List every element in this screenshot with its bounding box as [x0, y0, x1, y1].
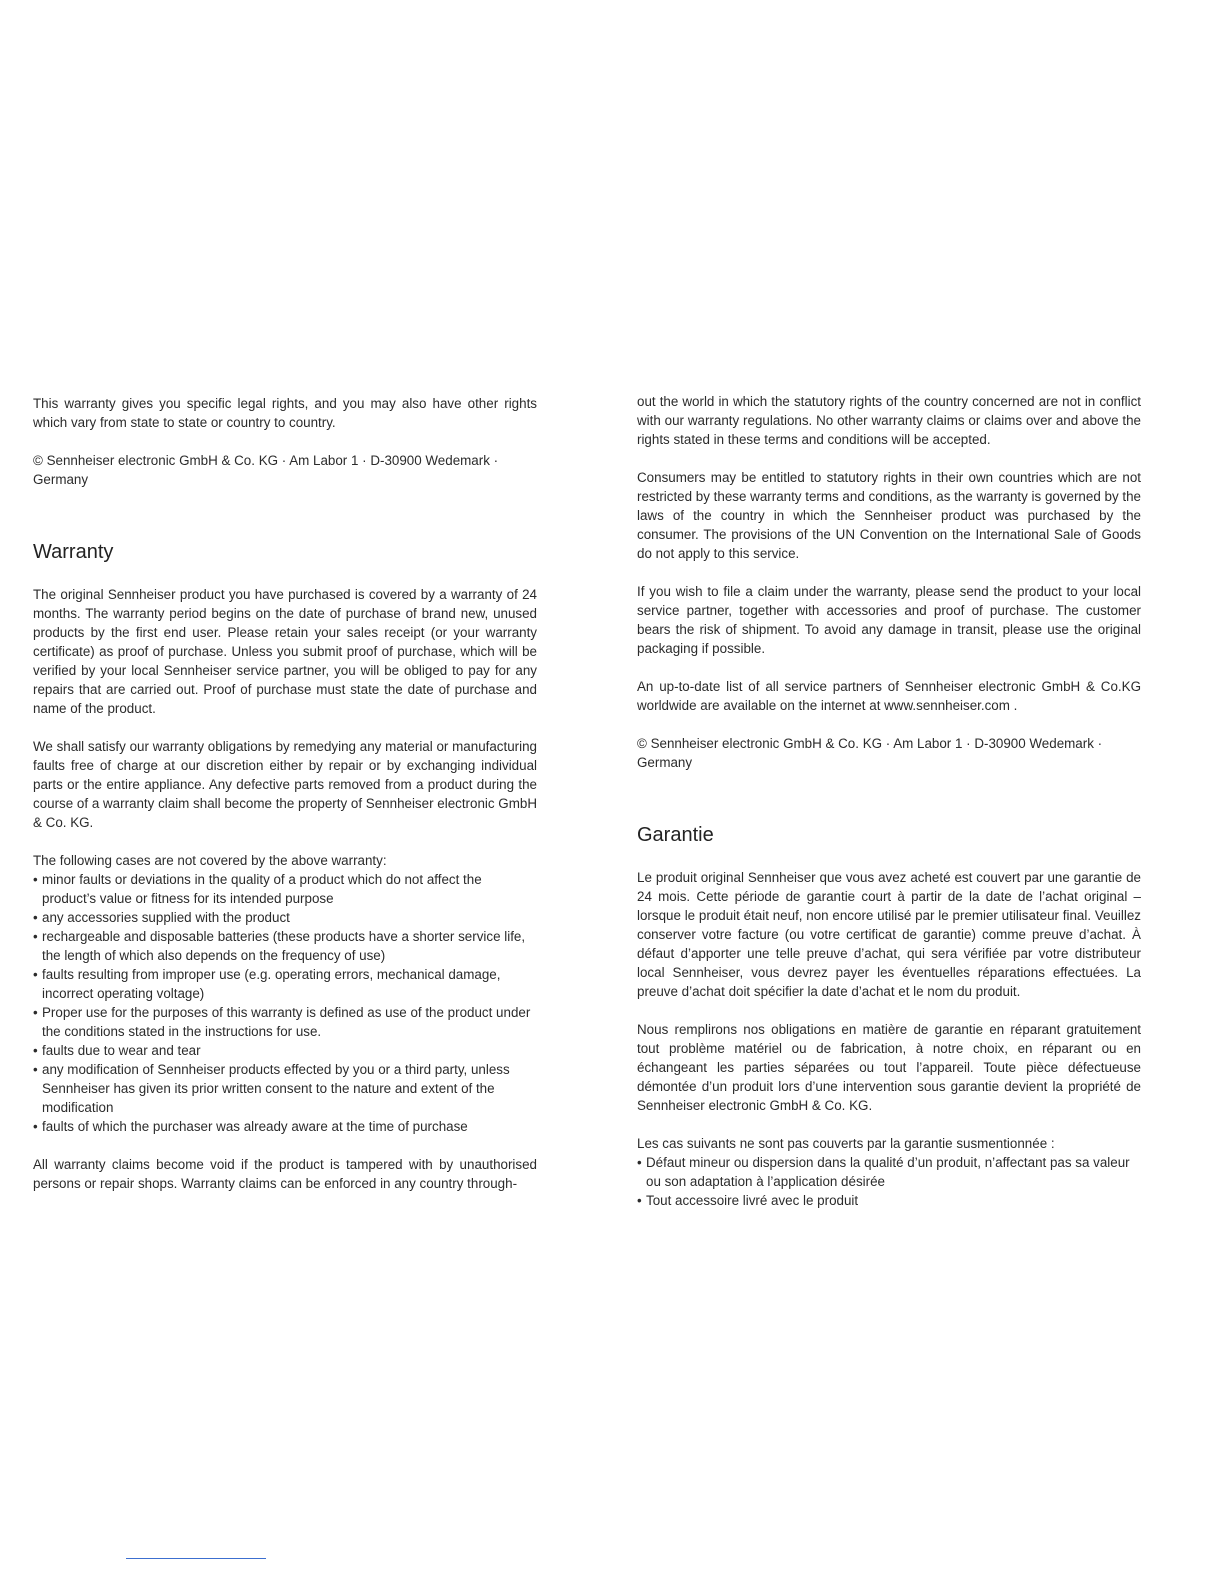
list-item: • Tout accessoire livré avec le produit — [637, 1191, 1141, 1210]
exclusions-intro: Les cas suivants ne sont pas couverts par la garantie susmentionnée : — [637, 1136, 1055, 1151]
list-item: • Défaut mineur ou dispersion dans la qualité d’un produit, n’affectant pas sa valeur ou son adaptation à l’application désirée — [637, 1153, 1141, 1191]
list-item: • faults of which the purchaser was already aware at the time of purchase — [33, 1117, 537, 1136]
copyright-line: © Sennheiser electronic GmbH & Co. KG · Am Labor 1 · D-30900 Wedemark · Germany — [33, 453, 499, 487]
right-column — [637, 392, 1141, 1229]
warranty-heading: Warranty — [33, 541, 114, 563]
exclusions-list — [33, 870, 537, 1136]
warranty-paragraph: All warranty claims become void if the product is tampered with by unauthorised persons or repair shops. Warranty claims can be enforced in any country through- — [33, 1157, 537, 1191]
list-item: • any modification of Sennheiser products effected by you or a third party, unless Sennheiser has given its prior written consent to the nature and extent of the modification — [33, 1060, 537, 1117]
list-item: • faults due to wear and tear — [33, 1041, 537, 1060]
left-column — [33, 394, 537, 1212]
garantie-paragraph: Le produit original Sennheiser que vous avez acheté est couvert par une garantie de 24 mois. Cette période de garantie court à partir de la date de l’achat original – lorsque le produit était neuf, non encore utilisé par le premier utilisateur final. Veuillez conserver votre facture (ou votre certificat de garantie) comme preuve d’achat. À défaut d’apporter une telle preuve d’achat, qui sera vérifiée par votre distributeur local Sennheiser, vous devrez payer les éventuelles réparations effectuées. La preuve d’achat doit spécifier la date d’achat et le nom du produit. — [637, 870, 1141, 999]
list-item: • rechargeable and disposable batteries (these products have a shorter service life, the length of which also depends on the frequency of use) — [33, 927, 537, 965]
footer-divider — [126, 1558, 266, 1559]
exclusions-list — [637, 1153, 1141, 1210]
exclusions-intro: The following cases are not covered by the above warranty: — [33, 853, 387, 868]
copyright-line: © Sennheiser electronic GmbH & Co. KG · Am Labor 1 · D-30900 Wedemark · Germany — [637, 736, 1103, 770]
warranty-paragraph: If you wish to file a claim under the warranty, please send the product to your local service partner, together with accessories and proof of purchase. The customer bears the risk of shipment. To avoid any damage in transit, please use the original packaging if possible. — [637, 584, 1141, 656]
list-item: • any accessories supplied with the product — [33, 908, 537, 927]
list-item: • minor faults or deviations in the quality of a product which do not affect the product’s value or fitness for its intended purpose — [33, 870, 537, 908]
list-item: • Proper use for the purposes of this warranty is defined as use of the product under the conditions stated in the instructions for use. — [33, 1003, 537, 1041]
rights-intro: This warranty gives you specific legal rights, and you may also have other rights which vary from state to state or country to country. — [33, 396, 537, 430]
warranty-paragraph: out the world in which the statutory rights of the country concerned are not in conflict with our warranty regulations. No other warranty claims or claims over and above the rights stated in these terms and conditions will be accepted. — [637, 394, 1141, 447]
warranty-paragraph: Consumers may be entitled to statutory rights in their own countries which are not restricted by these warranty terms and conditions, as the warranty is governed by the laws of the country in which the Sennheiser product was purchased by the consumer. The provisions of the UN Convention on the International Sale of Goods do not apply to this service. — [637, 470, 1141, 561]
list-item: • faults resulting from improper use (e.g. operating errors, mechanical damage, incorrect operating voltage) — [33, 965, 537, 1003]
garantie-heading: Garantie — [637, 824, 714, 846]
warranty-paragraph: We shall satisfy our warranty obligations by remedying any material or manufacturing faults free of charge at our discretion either by repair or by exchanging individual parts or the entire appliance. Any defective parts removed from a product during the course of a warranty claim shall become the property of Sennheiser electronic GmbH & Co. KG. — [33, 739, 537, 830]
warranty-paragraph: The original Sennheiser product you have purchased is covered by a warranty of 24 months. The warranty period begins on the date of purchase of brand new, unused products by the first end user. Please retain your sales receipt (or your warranty certificate) as proof of purchase. Unless you submit proof of purchase, which will be verified by your local Sennheiser service partner, you will be obliged to pay for any repairs that are carried out. Proof of purchase must state the date of purchase and name of the product. — [33, 587, 537, 716]
warranty-paragraph: An up-to-date list of all service partners of Sennheiser electronic GmbH & Co.KG worldwide are available on the internet at www.sennheiser.com . — [637, 679, 1141, 713]
garantie-paragraph: Nous remplirons nos obligations en matière de garantie en réparant gratuitement tout problème matériel ou de fabrication, à notre choix, en réparant ou en échangeant les parties séparées ou tout l’appareil. Toute pièce défectueuse démontée d’un produit lors d’une intervention sous garantie devient la propriété de Sennheiser electronic GmbH & Co. KG. — [637, 1022, 1141, 1113]
